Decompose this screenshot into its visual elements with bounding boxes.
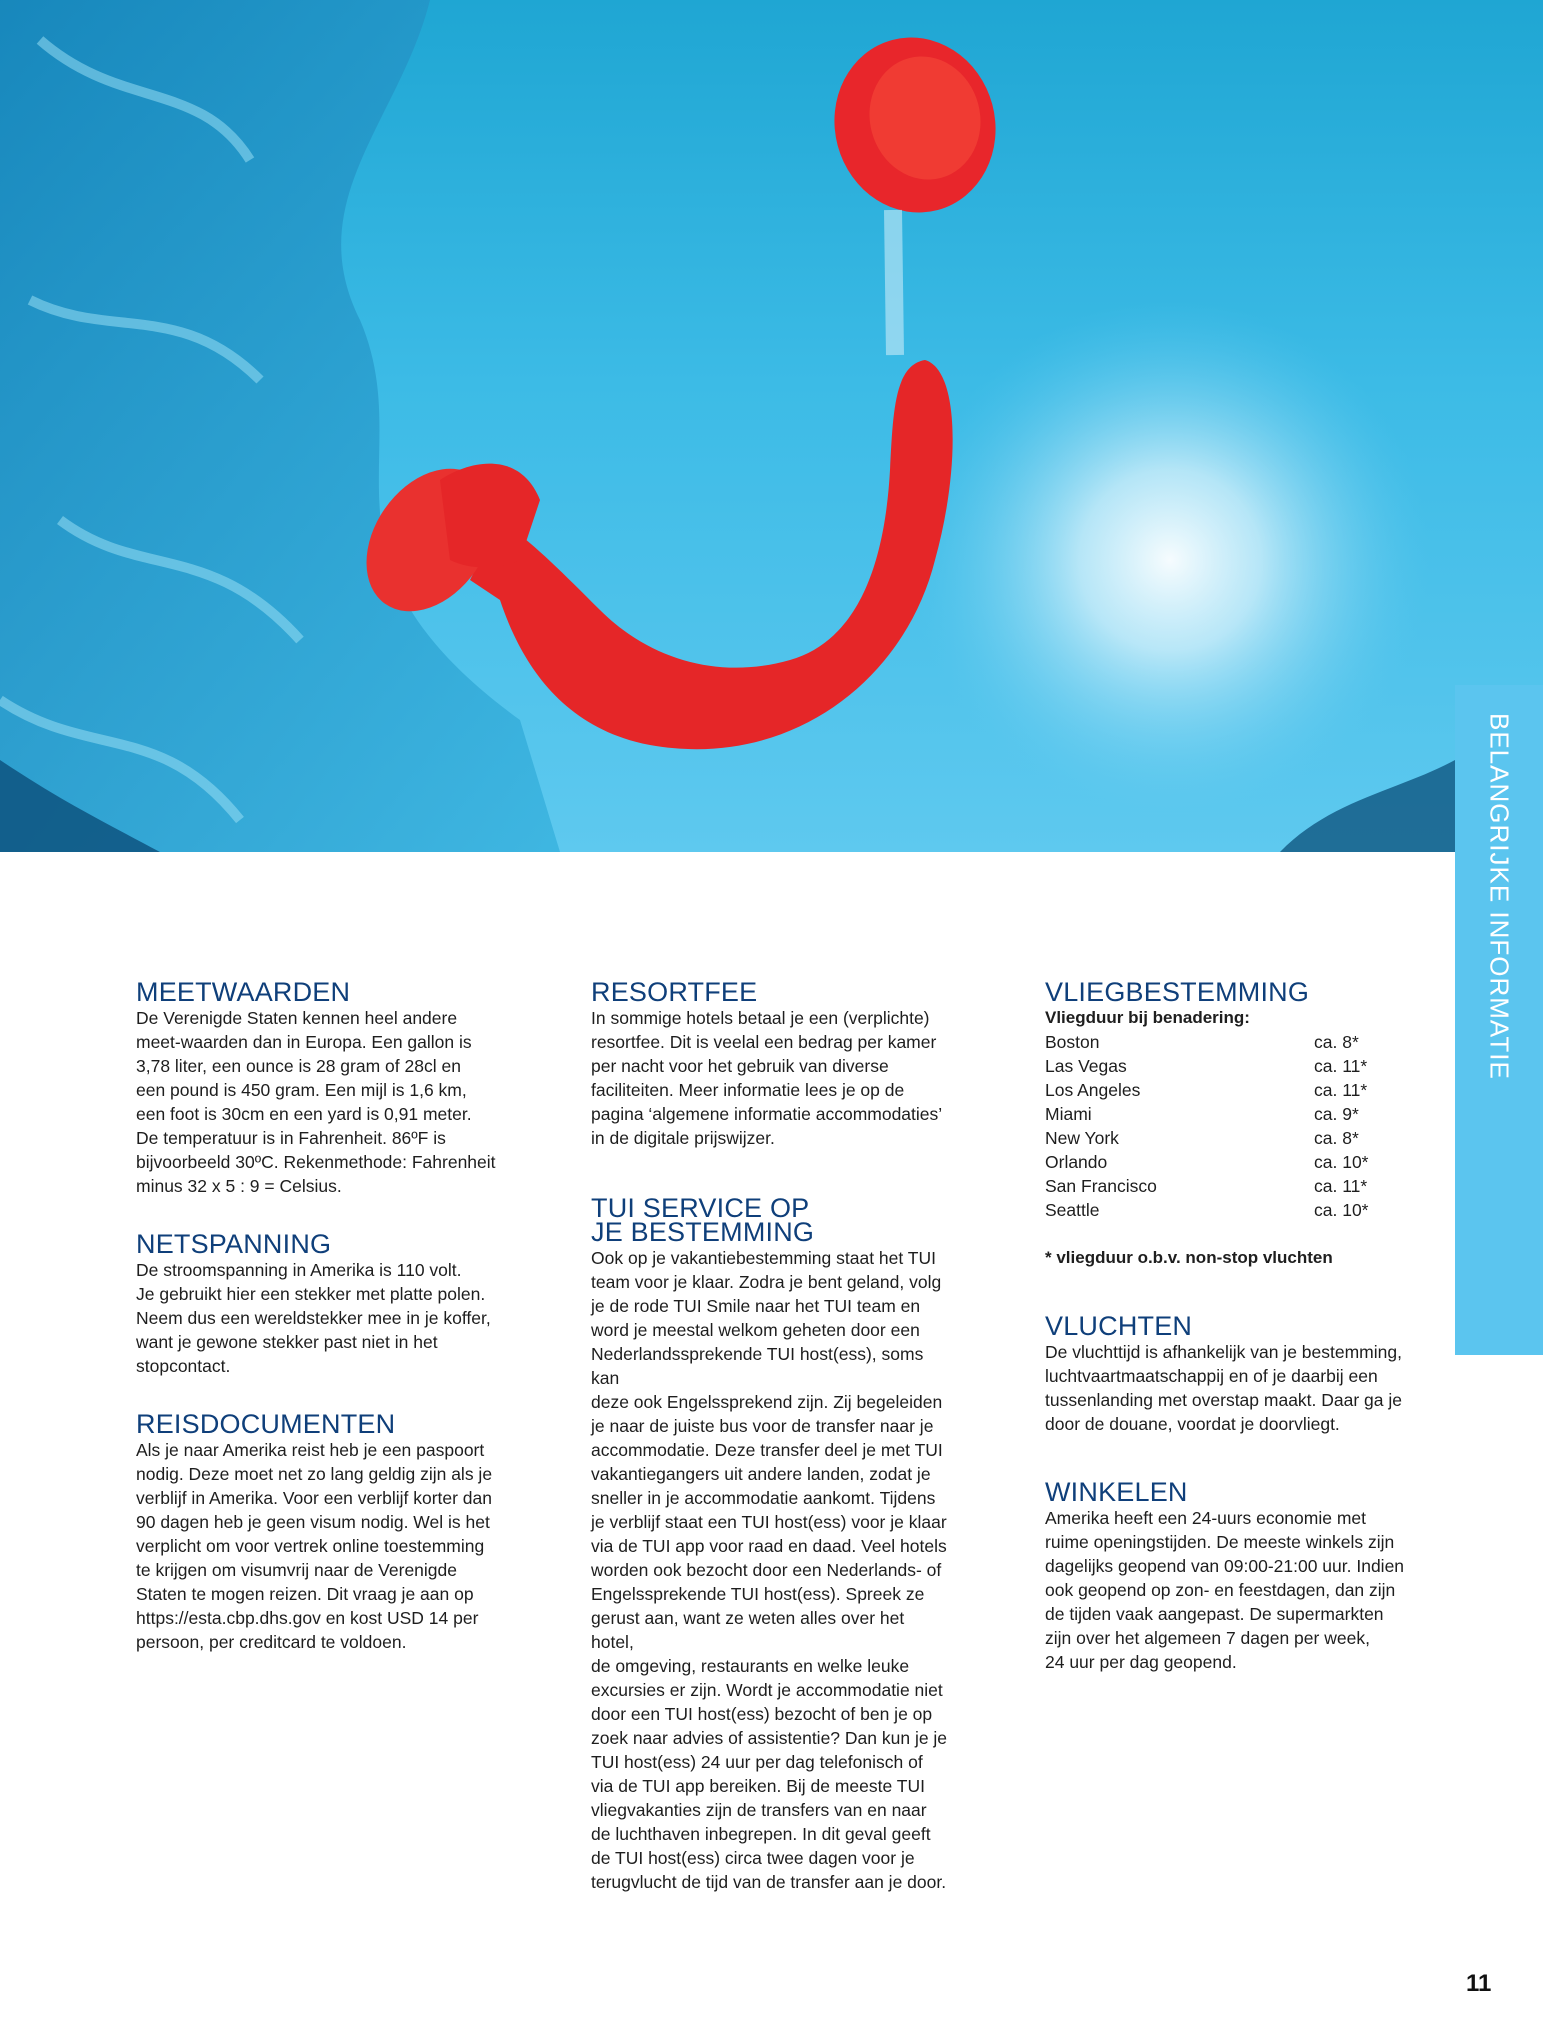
section-body: De Verenigde Staten kennen heel andere meet-waarden dan in Europa. Een gallon is 3,78 liter, een ounce is 28 gram of 28cl en een pound is 450 gram. Een mijl is 1,6 km, een foot is 30cm en een yard is 0,91 meter. De temperatuur is in Fahrenheit. 86ºF is bijvoorbeeld 30ºC. Rekenmethode: Fahrenheit minus 32 x 5 : 9 = Celsius. xyxy=(136,1008,496,1196)
section-vluchten xyxy=(1045,1311,1405,1436)
section-body: De vluchttijd is afhankelijk van je bestemming, luchtvaartmaatschappij en of je daarbij een tussenlanding met overstap maakt. Daar ga je door de douane, voordat je doorvliegt. xyxy=(1045,1342,1402,1434)
section-body: Amerika heeft een 24-uurs economie met ruime openingstijden. De meeste winkels zijn dagelijks geopend van 09:00-21:00 uur. Indien ook geopend op zon- en feestdagen, dan zijn de tijden vaak aangepast. De supermarkten zijn over het algemeen 7 dagen per week, 24 uur per dag geopend. xyxy=(1045,1508,1405,1672)
section-netspanning xyxy=(136,1229,496,1378)
section-title: VLUCHTEN xyxy=(1045,1311,1193,1341)
flight-time: ca. 10* xyxy=(1314,1200,1369,1220)
section-reisdocumenten xyxy=(136,1409,496,1654)
flight-row xyxy=(1045,1054,1370,1078)
flight-time: ca. 9* xyxy=(1314,1104,1359,1124)
flight-time: ca. 10* xyxy=(1314,1152,1369,1172)
section-resortfee xyxy=(591,977,951,1150)
flight-row xyxy=(1045,1102,1370,1126)
flight-city: New York xyxy=(1045,1128,1119,1148)
section-title: VLIEGBESTEMMING xyxy=(1045,977,1310,1007)
section-meetwaarden xyxy=(136,977,496,1198)
side-tab-label: BELANGRIJKE INFORMATIE xyxy=(1484,713,1515,1080)
flight-time: ca. 11* xyxy=(1314,1176,1368,1196)
flight-city: Las Vegas xyxy=(1045,1056,1127,1076)
section-vliegbestemming xyxy=(1045,977,1405,1270)
column-right xyxy=(1045,977,1405,1708)
flight-city: Seattle xyxy=(1045,1200,1100,1220)
section-title: WINKELEN xyxy=(1045,1477,1188,1507)
flight-table xyxy=(1045,1030,1405,1222)
section-title: RESORTFEE xyxy=(591,977,758,1007)
flight-time: ca. 11* xyxy=(1314,1056,1368,1076)
flight-row xyxy=(1045,1126,1370,1150)
section-title-line1: TUI SERVICE OP xyxy=(591,1193,810,1223)
section-tui-service xyxy=(591,1193,951,1894)
hero-image xyxy=(0,0,1543,852)
section-winkelen xyxy=(1045,1477,1405,1674)
flight-row xyxy=(1045,1078,1370,1102)
section-body: De stroomspanning in Amerika is 110 volt. Je gebruikt hier een stekker met platte polen. Neem dus een wereldstekker mee in je koffer, want je gewone stekker past niet in het stopcontact. xyxy=(136,1260,491,1376)
page-number: 11 xyxy=(1466,1970,1492,1997)
flight-time: ca. 11* xyxy=(1314,1080,1368,1100)
tui-smile-logo-icon xyxy=(0,0,1543,852)
flight-row xyxy=(1045,1198,1370,1222)
side-tab xyxy=(1455,685,1543,1355)
flight-row xyxy=(1045,1150,1370,1174)
column-middle xyxy=(591,977,951,1928)
section-body: Ook op je vakantiebestemming staat het TUI team voor je klaar. Zodra je bent geland, volg je de rode TUI Smile naar het TUI team en word je meestal welkom geheten door een Nederlandssprekende TUI host(ess), soms kan deze ook Engelssprekend zijn. Zij begeleiden je naar de juiste bus voor de transfer naar je accommodatie. Deze transfer deel je met TUI vakantiegangers uit andere landen, zodat je sneller in je accommodatie aankomt. Tijdens je verblijf staat een TUI host(ess) voor je klaar via de TUI app voor raad en daad. Veel hotels worden ook bezocht door een Nederlands- of Engelssprekende TUI host(ess). Spreek ze gerust aan, want ze weten alles over het hotel, de omgeving, restaurants en welke leuke excursies er zijn. Wordt je accommodatie niet door een TUI host(ess) bezocht of ben je op zoek naar advies of assistentie? Dan kun je je TUI host(ess) 24 uur per dag telefonisch of via de TUI app bereiken. Bij de meeste TUI vliegvakanties zijn de transfers van en naar de luchthaven inbegrepen. In dit geval geeft de TUI host(ess) circa twee dagen voor je terugvlucht de tijd van de transfer aan je door. xyxy=(591,1248,948,1892)
flight-row xyxy=(1045,1030,1370,1054)
section-title: MEETWAARDEN xyxy=(136,977,351,1007)
section-body: Als je naar Amerika reist heb je een paspoort nodig. Deze moet net zo lang geldig zijn als je verblijf in Amerika. Voor een verblijf korter dan 90 dagen heb je geen visum nodig. Wel is het verplicht om voor vertrek online toestemming te krijgen om visumvrij naar de Verenigde Staten te mogen reizen. Dit vraag je aan op https://esta.cbp.dhs.gov en kost USD 14 per persoon, per creditcard te voldoen. xyxy=(136,1440,493,1652)
flight-row xyxy=(1045,1174,1370,1198)
flight-city: Orlando xyxy=(1045,1152,1108,1172)
flight-city: Miami xyxy=(1045,1104,1092,1124)
section-title: NETSPANNING xyxy=(136,1229,332,1259)
column-left xyxy=(136,977,496,1688)
section-title: REISDOCUMENTEN xyxy=(136,1409,396,1439)
section-title-line2: JE BESTEMMING xyxy=(591,1217,815,1247)
flight-city: San Francisco xyxy=(1045,1176,1157,1196)
flight-note: * vliegduur o.b.v. non-stop vluchten xyxy=(1045,1248,1333,1267)
flight-city: Los Angeles xyxy=(1045,1080,1141,1100)
flight-city: Boston xyxy=(1045,1032,1100,1052)
section-body: In sommige hotels betaal je een (verplichte) resortfee. Dit is veelal een bedrag per kamer per nacht voor het gebruik van diverse faciliteiten. Meer informatie lees je op de pagina ‘algemene informatie accommodaties’ in de digitale prijswijzer. xyxy=(591,1008,943,1148)
flight-time: ca. 8* xyxy=(1314,1032,1359,1052)
flight-table-subtitle: Vliegduur bij benadering: xyxy=(1045,1008,1250,1027)
flight-time: ca. 8* xyxy=(1314,1128,1359,1148)
